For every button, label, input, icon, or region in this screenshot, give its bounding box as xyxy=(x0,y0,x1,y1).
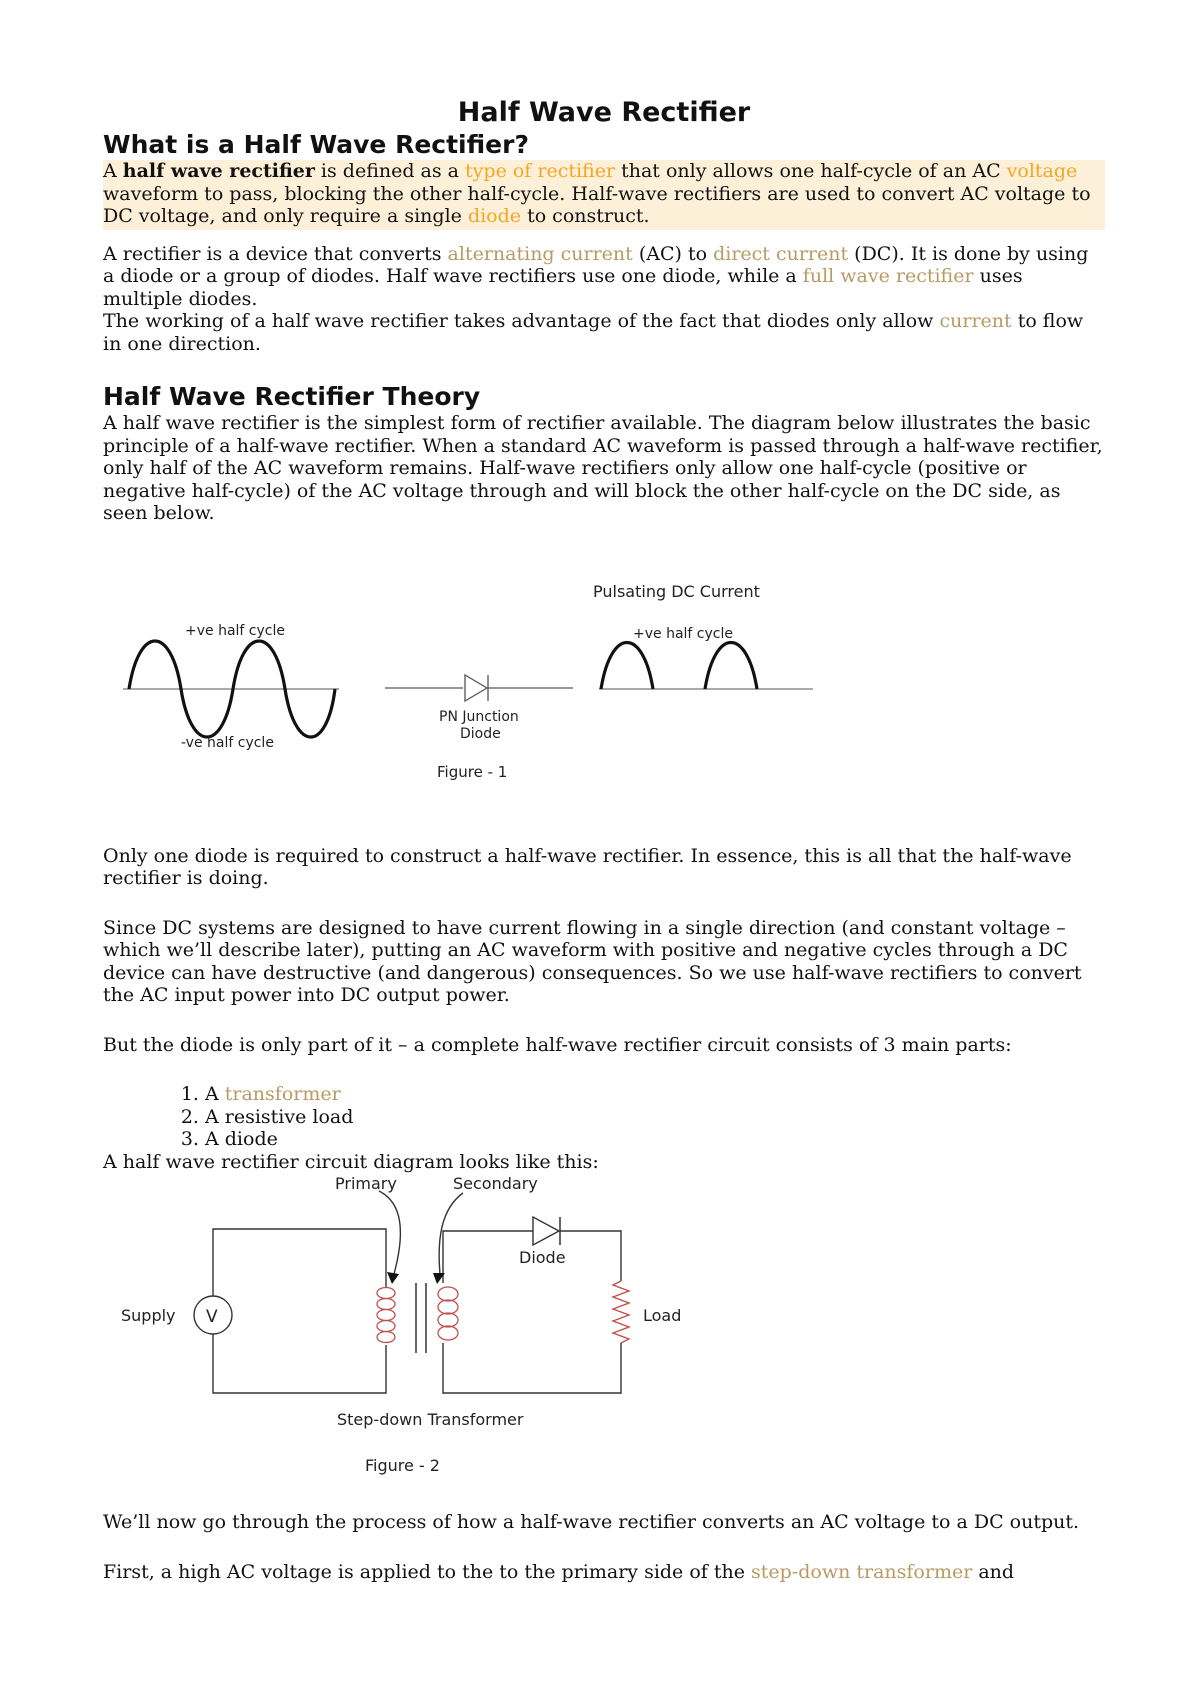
output-half-wave-1 xyxy=(601,642,653,689)
text: and xyxy=(972,1560,1015,1583)
text: waveform to pass, blocking the other half-cycle. Half-wave rectifiers are used to convert AC voltage to DC voltage, and only require a single xyxy=(103,182,1091,227)
paragraph-dc-systems: Since DC systems are designed to have current flowing in a single direction (and constant voltage – which we’ll describe later), putting an AC waveform with positive and negative cycles through a DC device can have destructive (and dangerous) consequences. So we use half-wave rectifiers to convert the AC input power into DC output power. xyxy=(103,916,1082,1006)
paragraph-theory: A half wave rectifier is the simplest form of rectifier available. The diagram below illustrates the basic principle of a half-wave rectifier. When a standard AC waveform is passed through a half-wave rectifier, only half of the AC waveform remains. Half-wave rectifiers only allow one half-cycle (positive or negative half-cycle) of the AC voltage through and will block the other half-cycle on the DC side, as seen below. xyxy=(103,412,1103,524)
primary-label: Primary xyxy=(335,1174,397,1193)
link-type-of-rectifier[interactable]: type of rectifier xyxy=(465,160,616,182)
secondary-label: Secondary xyxy=(453,1174,538,1193)
paragraph-first-step xyxy=(103,1561,1105,1584)
text: A xyxy=(103,160,123,182)
pos-half-cycle-label: +ve half cycle xyxy=(185,622,285,639)
diode-label-line2: Diode xyxy=(460,725,501,742)
load-label: Load xyxy=(643,1306,682,1325)
paragraph-working xyxy=(103,310,1105,355)
diode-symbol xyxy=(465,675,487,701)
link-full-wave-rectifier[interactable]: full wave rectifier xyxy=(802,265,974,287)
list-item: 2. A resistive load xyxy=(205,1106,1105,1129)
paragraph-parts-intro: But the diode is only part of it – a complete half-wave rectifier circuit consists of 3 main parts: xyxy=(103,1033,1012,1056)
parts-list xyxy=(103,1083,1105,1151)
neg-half-cycle-label: -ve half cycle xyxy=(181,734,274,751)
text: uses multiple diodes. xyxy=(103,265,1023,310)
text: is defined as a xyxy=(314,160,466,182)
link-current[interactable]: current xyxy=(939,310,1012,332)
page-title: Half Wave Rectifier xyxy=(457,97,751,128)
text: to flow in one direction. xyxy=(103,310,1084,355)
figure-1-diagram xyxy=(103,525,1105,817)
document-page xyxy=(103,96,1105,1583)
output-pos-half-cycle-label: +ve half cycle xyxy=(633,625,733,642)
section-heading-theory: Half Wave Rectifier Theory xyxy=(103,382,481,411)
text: A rectifier is a device that converts xyxy=(103,242,448,265)
paragraph-circuit-intro: A half wave rectifier circuit diagram looks like this: xyxy=(103,1150,599,1173)
figure-1-caption: Figure - 1 xyxy=(437,762,508,781)
diode-label-line1: PN Junction xyxy=(439,708,519,725)
link-direct-current[interactable]: direct current xyxy=(713,242,849,265)
link-alternating-current[interactable]: alternating current xyxy=(447,242,633,265)
figure-2-circuit xyxy=(103,1173,1105,1511)
paragraph-rectifier-intro xyxy=(103,243,1105,311)
diode-symbol xyxy=(533,1217,559,1245)
text: The working of a half wave rectifier takes advantage of the fact that diodes only allow xyxy=(103,310,940,332)
list-item xyxy=(205,1083,1105,1106)
figure-2-caption: Figure - 2 xyxy=(365,1456,440,1475)
primary-arrow xyxy=(379,1191,400,1274)
text: (AC) to xyxy=(632,242,714,265)
link-diode[interactable]: diode xyxy=(467,205,522,227)
figure-1 xyxy=(103,525,1105,817)
output-half-wave-2 xyxy=(705,642,757,689)
text: First, a high AC voltage is applied to the to the primary side of the xyxy=(103,1560,752,1583)
figure-2 xyxy=(103,1173,1105,1511)
link-transformer[interactable]: transformer xyxy=(224,1083,341,1105)
diode-label: Diode xyxy=(519,1248,566,1267)
load-resistor xyxy=(613,1281,629,1343)
paragraph-process-intro: We’ll now go through the process of how a half-wave rectifier converts an AC voltage to a DC output. xyxy=(103,1511,1080,1533)
list-item: 3. A diode xyxy=(205,1128,1105,1151)
supply-label: Supply xyxy=(121,1306,176,1325)
link-step-down-transformer[interactable]: step-down transformer xyxy=(751,1560,973,1583)
text: A xyxy=(205,1083,225,1105)
transformer-label: Step-down Transformer xyxy=(337,1410,524,1429)
section-heading-what-is: What is a Half Wave Rectifier? xyxy=(103,130,529,159)
paragraph-one-diode: Only one diode is required to construct a half-wave rectifier. In essence, this is all that the half-wave rectifier is doing. xyxy=(103,844,1072,889)
primary-coil xyxy=(377,1288,395,1343)
definition-highlight xyxy=(103,160,1105,230)
text: (DC). It is done by using a diode or a group of diodes. Half wave rectifiers use one diode, while a xyxy=(103,242,1089,287)
text: to construct. xyxy=(521,205,650,227)
link-voltage[interactable]: voltage xyxy=(1006,160,1078,182)
pulsating-dc-label: Pulsating DC Current xyxy=(593,581,760,601)
bold-term: half wave rectifier xyxy=(122,160,315,182)
voltmeter-label: V xyxy=(206,1307,218,1327)
secondary-coil xyxy=(438,1287,458,1340)
text: that only allows one half-cycle of an AC xyxy=(615,160,1007,182)
